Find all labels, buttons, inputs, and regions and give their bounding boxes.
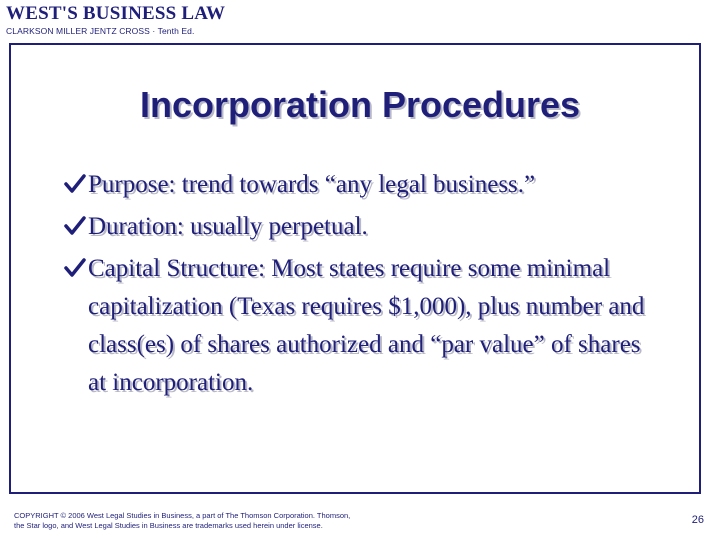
bullet-item xyxy=(64,208,664,246)
bullet-list xyxy=(64,166,664,406)
checkmark-icon xyxy=(64,257,86,279)
copyright-notice xyxy=(14,511,350,531)
checkmark-icon xyxy=(64,173,86,195)
page-number: 26 xyxy=(691,514,704,526)
copyright-line: COPYRIGHT © 2006 West Legal Studies in Business, a part of The Thomson Corporation. Thomson, xyxy=(14,511,351,520)
copyright-line: the Star logo, and West Legal Studies in Business are trademarks used herein under license. xyxy=(14,521,323,530)
slide-title: Incorporation Procedures xyxy=(139,84,581,125)
book-header xyxy=(6,3,286,36)
bullet-text: Duration: usually perpetual. xyxy=(88,213,368,240)
bullet-item xyxy=(64,250,664,402)
bullet-item xyxy=(64,166,664,204)
bullet-text: Purpose: trend towards “any legal business.” xyxy=(88,171,536,198)
book-authors-edition: CLARKSON MILLER JENTZ CROSS · Tenth Ed. xyxy=(6,26,195,36)
checkmark-icon xyxy=(64,215,86,237)
book-title: WEST'S BUSINESS LAW xyxy=(6,3,226,24)
bullet-text: Capital Structure: Most states require some minimal capitalization (Texas requires $1,000), plus number and class(es) of shares authorized and “par value” of shares at incorporation. xyxy=(88,255,645,396)
